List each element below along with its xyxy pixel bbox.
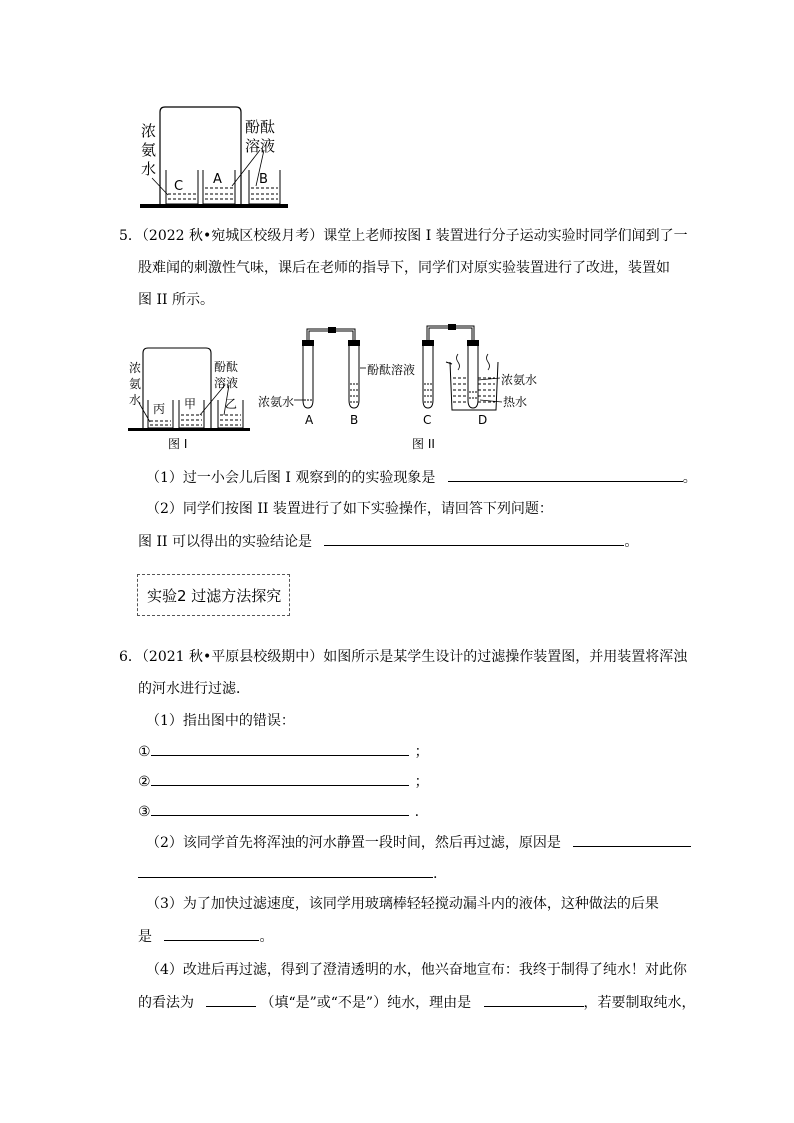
top-phenol-label-1: 酚酞: [245, 118, 276, 136]
fig2-tube-d: D: [478, 413, 488, 427]
q6-part-2-cont: [138, 863, 437, 884]
top-ammonia-label-1: 浓: [141, 122, 157, 140]
fig2-tube-a: A: [305, 413, 314, 427]
q6-error-1: [138, 741, 429, 762]
top-ammonia-label-3: 水: [141, 160, 157, 178]
fig1-ammonia-3: 水: [129, 393, 142, 407]
top-phenol-label-2: 溶液: [245, 137, 276, 155]
fig2-ammonia-label: 浓氨水: [258, 395, 295, 409]
q6-error-1-mark: ①: [138, 744, 151, 760]
q6-part-2-text: （2）该同学首先将浑浊的河水静置一段时间，然后再过滤，原因是: [146, 835, 561, 851]
q6-part-4b-1: 的看法为: [138, 995, 194, 1011]
q5-sub-1: [146, 467, 697, 488]
q6-error-2-end: ；: [414, 774, 429, 790]
fig1-phenol-2: 溶液: [214, 376, 239, 390]
beaker-label-c: C: [174, 179, 184, 194]
figure-2-caption: 图 II: [412, 437, 435, 451]
q6-part-4-cont: [138, 992, 696, 1013]
q5-sub-1-end: 。: [682, 470, 697, 486]
q6-error-3-mark: ③: [138, 804, 151, 820]
q6-part-4: （4）改进后再过滤，得到了澄清透明的水，他兴奋地宣布：我终于制得了纯水！对此你: [146, 962, 687, 978]
fig1-beaker-jia: 甲: [184, 397, 197, 411]
beaker-label-a: A: [213, 172, 222, 187]
q6-part-4b-2: （填“是”或“不是”）纯水，理由是: [260, 995, 472, 1011]
top-ammonia-label-2: 氨: [141, 141, 157, 159]
q5-sub-2: （2）同学们按图 II 装置进行了如下实验操作，请回答下列问题：: [146, 501, 553, 517]
q5-line-1: 5．（2022 秋•宛城区校级月考）课堂上老师按图 I 装置进行分子运动实验时同学们闻到了一: [119, 228, 688, 244]
q6-part-3b-end: 。: [259, 929, 274, 945]
q6-answer-blank-4b[interactable]: [484, 992, 584, 1007]
q6-part-3: （3）为了加快过滤速度，该同学用玻璃棒轻轻搅动漏斗内的液体，这种做法的后果: [146, 896, 659, 912]
q6-part-2: [146, 832, 691, 853]
fig2-tube-c: C: [423, 413, 432, 427]
q5-sub-3-text: 图 II 可以得出的实验结论是: [138, 534, 312, 550]
q6-part-4b-3: ，若要制取纯水，: [583, 995, 696, 1011]
q6-line-2: 的河水进行过滤．: [138, 681, 250, 697]
section-title: 实验2 过滤方法探究: [147, 587, 282, 605]
q6-error-blank-1[interactable]: [151, 741, 409, 756]
q5-answer-blank-2[interactable]: [324, 531, 624, 546]
q6-part-3b-text: 是: [138, 929, 152, 945]
q5-sub-1-text: （1）过一小会儿后图 I 观察到的的实验现象是: [146, 470, 436, 486]
fig1-ammonia-2: 氨: [129, 377, 142, 391]
fig1-beaker-yi: 乙: [225, 397, 238, 411]
q6-part-2-end: .: [433, 866, 438, 882]
q6-error-2-mark: ②: [138, 774, 151, 790]
q6-error-1-end: ；: [414, 744, 429, 760]
q6-part-3-cont: [138, 926, 273, 947]
figure-1-caption: 图 I: [168, 437, 188, 451]
fig2-tube-b: B: [350, 413, 359, 427]
fig1-phenol-1: 酚酞: [214, 360, 239, 374]
q6-error-blank-2[interactable]: [151, 771, 409, 786]
beaker-label-b: B: [259, 172, 268, 187]
q5-line-3: 图 II 所示。: [138, 292, 214, 308]
figure-ammonia-diffusion-top: [140, 100, 300, 212]
q6-part-1: （1）指出图中的错误：: [146, 713, 295, 729]
q5-answer-blank-1[interactable]: [448, 467, 683, 482]
q6-answer-blank-2b[interactable]: [138, 863, 433, 878]
fig1-beaker-bing: 丙: [153, 402, 166, 416]
section-title-box: [137, 574, 290, 616]
fig1-ammonia-1: 浓: [129, 361, 142, 375]
q5-line-2: 股难闻的刺激性气味，课后在老师的指导下，同学们对原实验装置进行了改进，装置如: [138, 260, 670, 276]
q6-error-3-end: .: [414, 804, 420, 820]
fig2-ammonia-label-d: 浓氨水: [501, 373, 538, 387]
q5-sub-3-end: 。: [624, 534, 639, 550]
q6-answer-blank-3[interactable]: [164, 926, 259, 941]
q6-answer-blank-4a[interactable]: [206, 992, 256, 1007]
fig2-hot-water-label: 热水: [503, 395, 528, 409]
q6-answer-blank-2a[interactable]: [573, 832, 691, 847]
q6-error-2: [138, 771, 429, 792]
q6-error-3: [138, 801, 419, 822]
q5-sub-3: [138, 531, 638, 552]
q6-line-1: 6．（2021 秋•平原县校级期中）如图所示是某学生设计的过滤操作装置图，并用装置将浑浊: [119, 649, 688, 665]
fig2-phenol-label: 酚酞溶液: [367, 363, 416, 377]
q6-error-blank-3[interactable]: [151, 801, 409, 816]
